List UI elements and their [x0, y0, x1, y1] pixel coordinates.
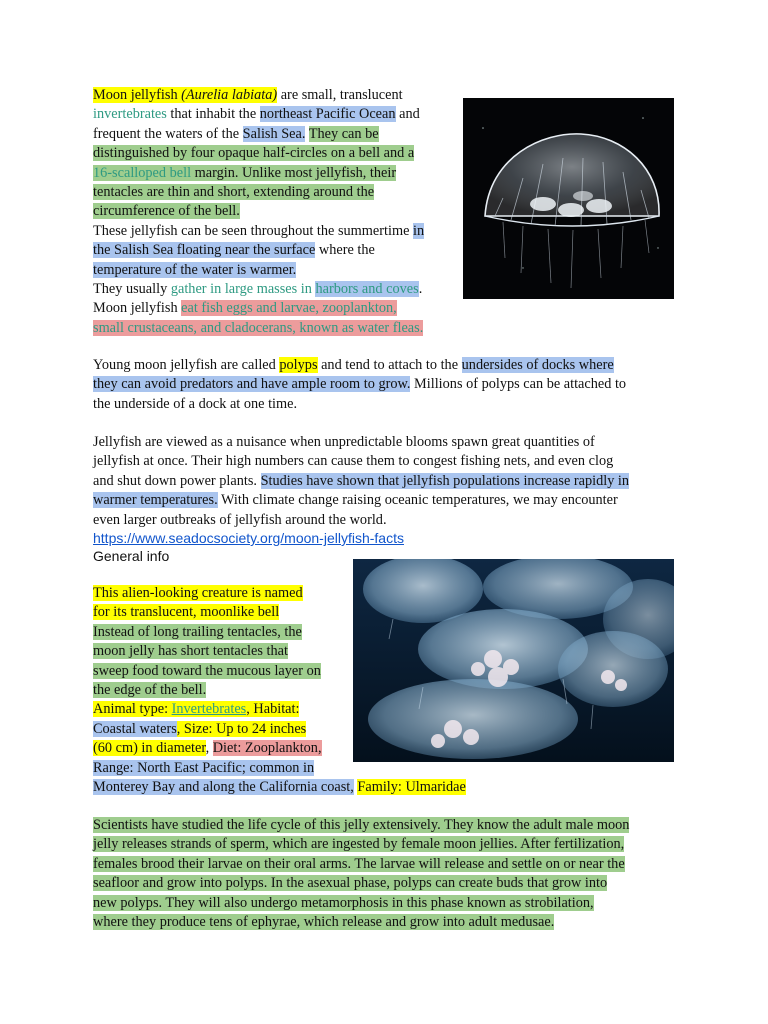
lifecycle-line: females brood their larvae on their oral arms. The larvae will release and settle on or near the: [93, 855, 625, 872]
intro-s25: .: [418, 281, 423, 298]
info-s18: Family: Ulmaridae: [357, 779, 466, 795]
info-s09: , Habitat:: [246, 701, 300, 718]
intro-s15: tentacles are thin and short, extending around the: [93, 184, 375, 201]
intro-s26: Moon jellyfish: [93, 300, 182, 317]
source-link[interactable]: https://www.seadocsociety.org/moon-jellyfish-facts: [93, 530, 404, 546]
intro-s13: 16-scalloped bell: [93, 164, 192, 181]
intro-s27: eat fish eggs and larvae, zooplankton,: [181, 300, 397, 317]
nuisance-s07: even larger outbreaks of jellyfish around the world.: [93, 511, 387, 528]
polyps-s01: Young moon jellyfish are called: [93, 357, 280, 373]
intro-s21: temperature of the water is warmer.: [93, 261, 297, 278]
info-s06: the edge of the bell.: [93, 682, 207, 699]
info-s14: Diet: Zooplankton,: [212, 740, 322, 757]
intro-s22: They usually: [93, 281, 171, 298]
lifecycle-line: where they produce tens of ephyrae, which release and grow into adult medusae.: [93, 914, 555, 931]
intro-s07: and: [395, 106, 420, 123]
info-s12: (60 cm) in diameter: [93, 740, 206, 757]
intro-s09: Salish Sea.: [242, 125, 306, 142]
info-s15: Range: North East Pacific; common in: [93, 759, 315, 776]
nuisance-s04: Studies have shown that jellyfish populations increase rapidly in: [260, 472, 630, 489]
intro-s04: invertebrates: [93, 106, 167, 123]
intro-s05: that inhabit the: [166, 106, 260, 123]
info-last-line: [93, 778, 693, 797]
moon-jellyfish-photo: [463, 98, 674, 299]
nuisance-s06: With climate change raising oceanic temperatures, we may encounter: [217, 492, 618, 509]
polyps-s04: undersides of docks where: [461, 357, 614, 373]
intro-paragraph: [93, 86, 463, 338]
info-s05: sweep food toward the mucous layer on: [93, 662, 321, 679]
intro-s24: harbors and coves: [315, 281, 419, 298]
lifecycle-line: new polyps. They will also undergo metamorphosis in this phase known as strobilation,: [93, 894, 594, 911]
polyps-s06: Millions of polyps can be attached to: [410, 376, 627, 393]
intro-s12: distinguished by four opaque half-circles on a bell and a: [93, 145, 415, 162]
info-s07: Animal type:: [93, 701, 172, 718]
polyps-s03: and tend to attach to the: [317, 357, 462, 373]
info-s10: Coastal waters: [93, 720, 177, 737]
intro-s16: circumference of the bell.: [93, 203, 240, 220]
intro-s19: the Salish Sea floating near the surface: [93, 242, 316, 259]
info-s03: Instead of long trailing tentacles, the: [93, 623, 302, 640]
intro-s03: are small, translucent: [277, 87, 403, 103]
invertebrates-link[interactable]: Invertebrates: [171, 701, 247, 718]
general-info-heading: General info: [93, 548, 170, 564]
polyps-s05: they can avoid predators and have ample room to grow.: [93, 376, 411, 393]
nuisance-paragraph: [93, 433, 683, 530]
intro-s20: where the: [315, 242, 375, 259]
intro-s01: Moon jellyfish: [93, 87, 182, 103]
info-s13: ,: [205, 740, 213, 757]
moon-jellies-group-photo: [353, 559, 674, 762]
intro-s08: frequent the waters of the: [93, 125, 243, 142]
intro-s17: These jellyfish can be seen throughout the summertime: [93, 222, 414, 239]
intro-s06: northeast Pacific Ocean: [259, 106, 396, 123]
lifecycle-line: jelly releases strands of sperm, which are ingested by female moon jellies. After fertilization,: [93, 836, 625, 853]
polyps-s02: polyps: [279, 357, 318, 373]
intro-s23: gather in large masses in: [170, 281, 316, 298]
intro-s11: They can be: [308, 125, 379, 142]
polyps-s07: the underside of a dock at one time.: [93, 395, 298, 412]
lifecycle-line: seafloor and grow into polyps. In the asexual phase, polyps can create buds that grow into: [93, 875, 608, 892]
lifecycle-paragraph: [93, 816, 693, 932]
intro-s28: small crustaceans, and cladocerans, known as water fleas.: [93, 319, 424, 336]
info-s04: moon jelly has short tentacles that: [93, 643, 288, 660]
nuisance-s01: Jellyfish are viewed as a nuisance when unpredictable blooms spawn great quantities of: [93, 434, 595, 450]
nuisance-s02: jellyfish at once. Their high numbers can cause them to congest fishing nets, and even clog: [93, 453, 614, 470]
info-s11: , Size: Up to 24 inches: [176, 720, 307, 737]
intro-s02: (Aurelia labiata): [181, 87, 278, 103]
info-s02: for its translucent, moonlike bell: [93, 604, 280, 621]
intro-s18: in: [413, 222, 425, 239]
info-s16: Monterey Bay and along the California coast,: [93, 779, 354, 795]
nuisance-s03: and shut down power plants.: [93, 472, 261, 489]
info-paragraph: [93, 584, 353, 778]
info-s01: This alien-looking creature is named: [93, 585, 303, 601]
intro-s14: margin. Unlike most jellyfish, their: [191, 164, 397, 181]
polyps-paragraph: [93, 356, 683, 414]
lifecycle-line: Scientists have studied the life cycle of this jelly extensively. They know the adult male moon: [93, 817, 630, 833]
nuisance-s05: warmer temperatures.: [93, 492, 218, 509]
